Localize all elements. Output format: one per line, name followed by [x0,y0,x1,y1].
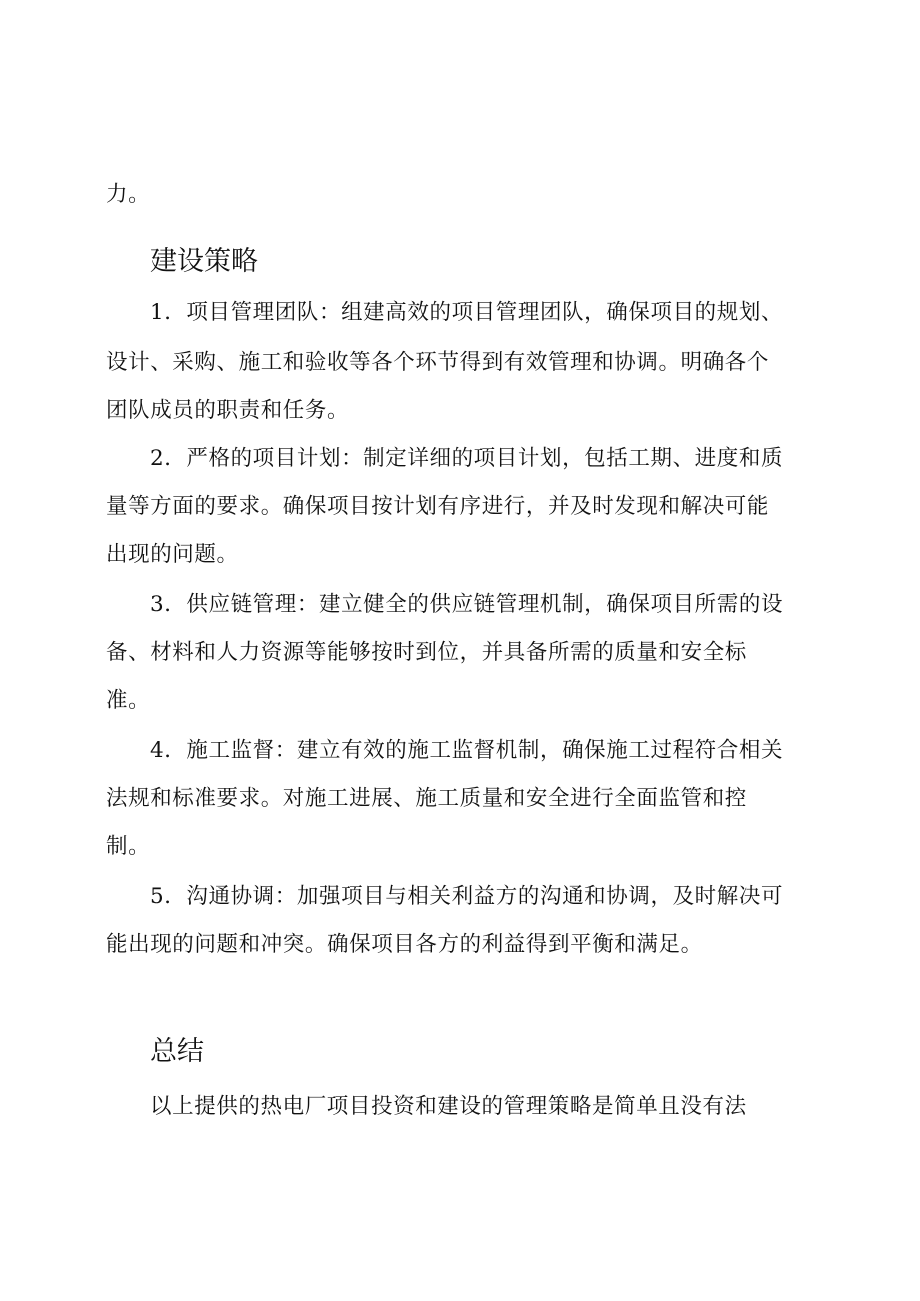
item-1-line-2: 设计、采购、施工和验收等各个环节得到有效管理和协调。明确各个 [106,350,770,375]
section-heading-summary: 总结 [150,1036,204,1067]
item-3-line-3: 准。 [106,688,151,713]
carry-over-text: 力。 [106,182,151,207]
item-3-line-2: 备、材料和人力资源等能够按时到位，并具备所需的质量和安全标 [106,640,747,665]
item-5-line-1: 5．沟通协调：加强项目与相关利益方的沟通和协调，及时解决可 [150,884,784,909]
section-heading-strategy: 建设策略 [150,246,258,277]
item-4-line-3: 制。 [106,834,151,859]
item-3-line-1: 3．供应链管理：建立健全的供应链管理机制，确保项目所需的设 [150,592,784,617]
item-1-line-3: 团队成员的职责和任务。 [106,398,350,423]
summary-line-1: 以上提供的热电厂项目投资和建设的管理策略是简单且没有法 [150,1094,747,1119]
item-5-line-2: 能出现的问题和冲突。确保项目各方的利益得到平衡和满足。 [106,932,703,957]
item-4-line-2: 法规和标准要求。对施工进展、施工质量和安全进行全面监管和控 [106,786,747,811]
item-4-line-1: 4．施工监督：建立有效的施工监督机制，确保施工过程符合相关 [150,738,784,763]
item-1-line-1: 1．项目管理团队：组建高效的项目管理团队，确保项目的规划、 [150,300,784,325]
item-2-line-3: 出现的问题。 [106,542,239,567]
item-2-line-2: 量等方面的要求。确保项目按计划有序进行，并及时发现和解决可能 [106,494,770,519]
item-2-line-1: 2．严格的项目计划：制定详细的项目计划，包括工期、进度和质 [150,446,784,471]
